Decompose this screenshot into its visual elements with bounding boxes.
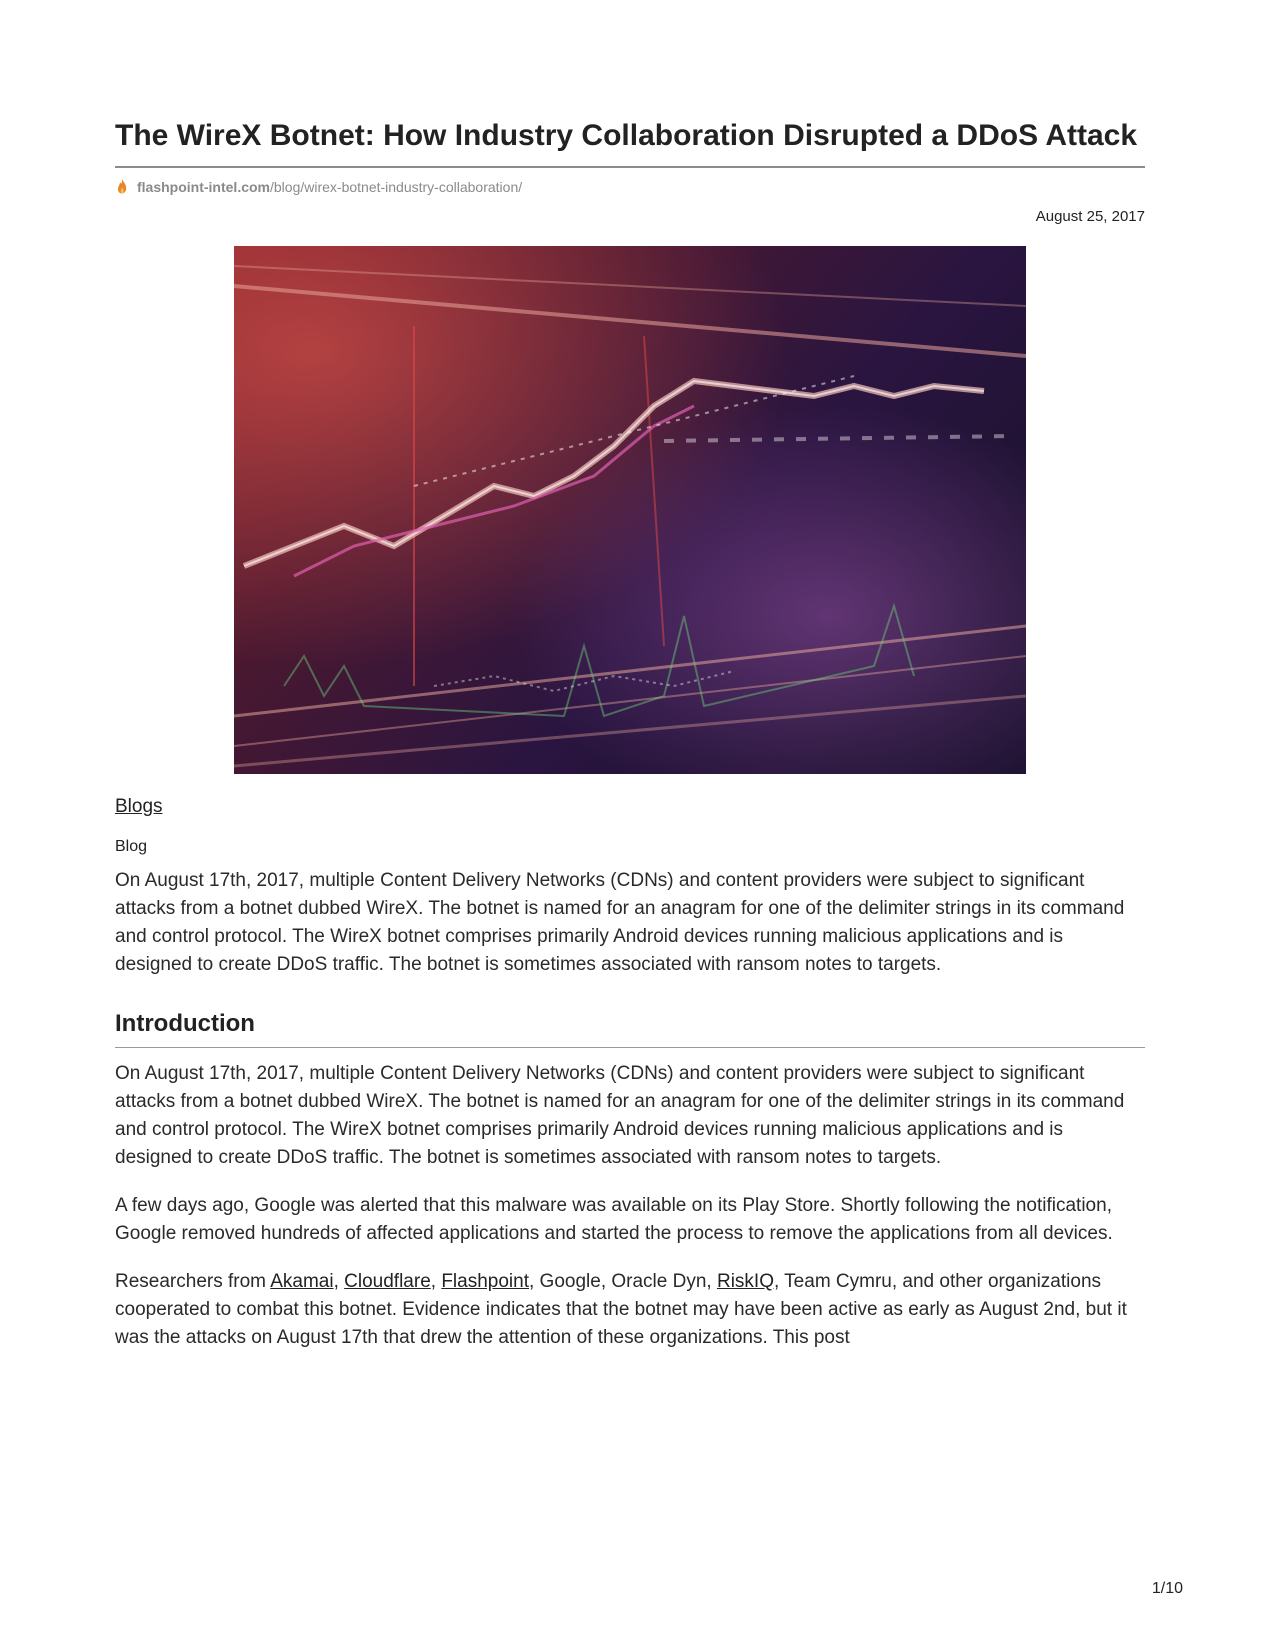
paragraph-text: ,: [333, 1271, 345, 1292]
intro-paragraph: On August 17th, 2017, multiple Content Delivery Networks (CDNs) and content providers were subject to significant attacks from a botnet dubbed WireX. The botnet is named for an anagram for one of the delimiter strings in its command and control protocol. The WireX botnet comprises primarily Android devices running malicious applications and is designed to create DDoS traffic. The botnet is sometimes associated with ransom notes to targets.: [115, 870, 1125, 975]
body-paragraph-1: On August 17th, 2017, multiple Content Delivery Networks (CDNs) and content providers were subject to significant attacks from a botnet dubbed WireX. The botnet is named for an anagram for one of the delimiter strings in its command and control protocol. The WireX botnet comprises primarily Android devices running malicious applications and is designed to create DDoS traffic. The botnet is sometimes associated with ransom notes to targets.: [115, 1063, 1125, 1168]
link-cloudflare[interactable]: Cloudflare: [344, 1271, 431, 1292]
article: [115, 118, 1145, 1352]
link-riskiq[interactable]: RiskIQ: [716, 1271, 774, 1292]
link-akamai[interactable]: Akamai: [270, 1271, 334, 1292]
paragraph-text: , Google, Oracle Dyn,: [529, 1271, 717, 1292]
body-paragraph-2: A few days ago, Google was alerted that this malware was available on its Play Store. Shortly following the notification, Google removed hundreds of affected applications and started the process to remove the applications from all devices.: [115, 1195, 1113, 1244]
page-title: The WireX Botnet: How Industry Collaboration Disrupted a DDoS Attack: [115, 118, 1145, 168]
body-paragraph-3: [115, 1268, 1145, 1352]
category-link[interactable]: Blogs: [115, 796, 163, 817]
publish-date: August 25, 2017: [1035, 208, 1145, 225]
hero-image: [234, 246, 1026, 774]
paragraph-text: , Team Cymru, and other organizations cooperated to combat this botnet. Evidence indicates that the botnet may have been active as early as August 2nd, but it was the attacks on August 17th that drew the attention of these organizations. This post: [115, 1271, 1127, 1348]
page-number: 1/10: [1151, 1580, 1183, 1597]
source-path: /blog/wirex-botnet-industry-collaboration/: [270, 179, 523, 195]
category-label: Blog: [115, 838, 148, 855]
source-domain: flashpoint-intel.com: [137, 179, 270, 195]
link-flashpoint[interactable]: Flashpoint: [441, 1271, 529, 1292]
paragraph-text: ,: [430, 1271, 442, 1292]
paragraph-text: Researchers from: [115, 1271, 271, 1292]
source-url[interactable]: [115, 178, 1145, 196]
flame-icon: [115, 178, 129, 196]
section-heading-introduction: Introduction: [115, 1009, 1145, 1048]
